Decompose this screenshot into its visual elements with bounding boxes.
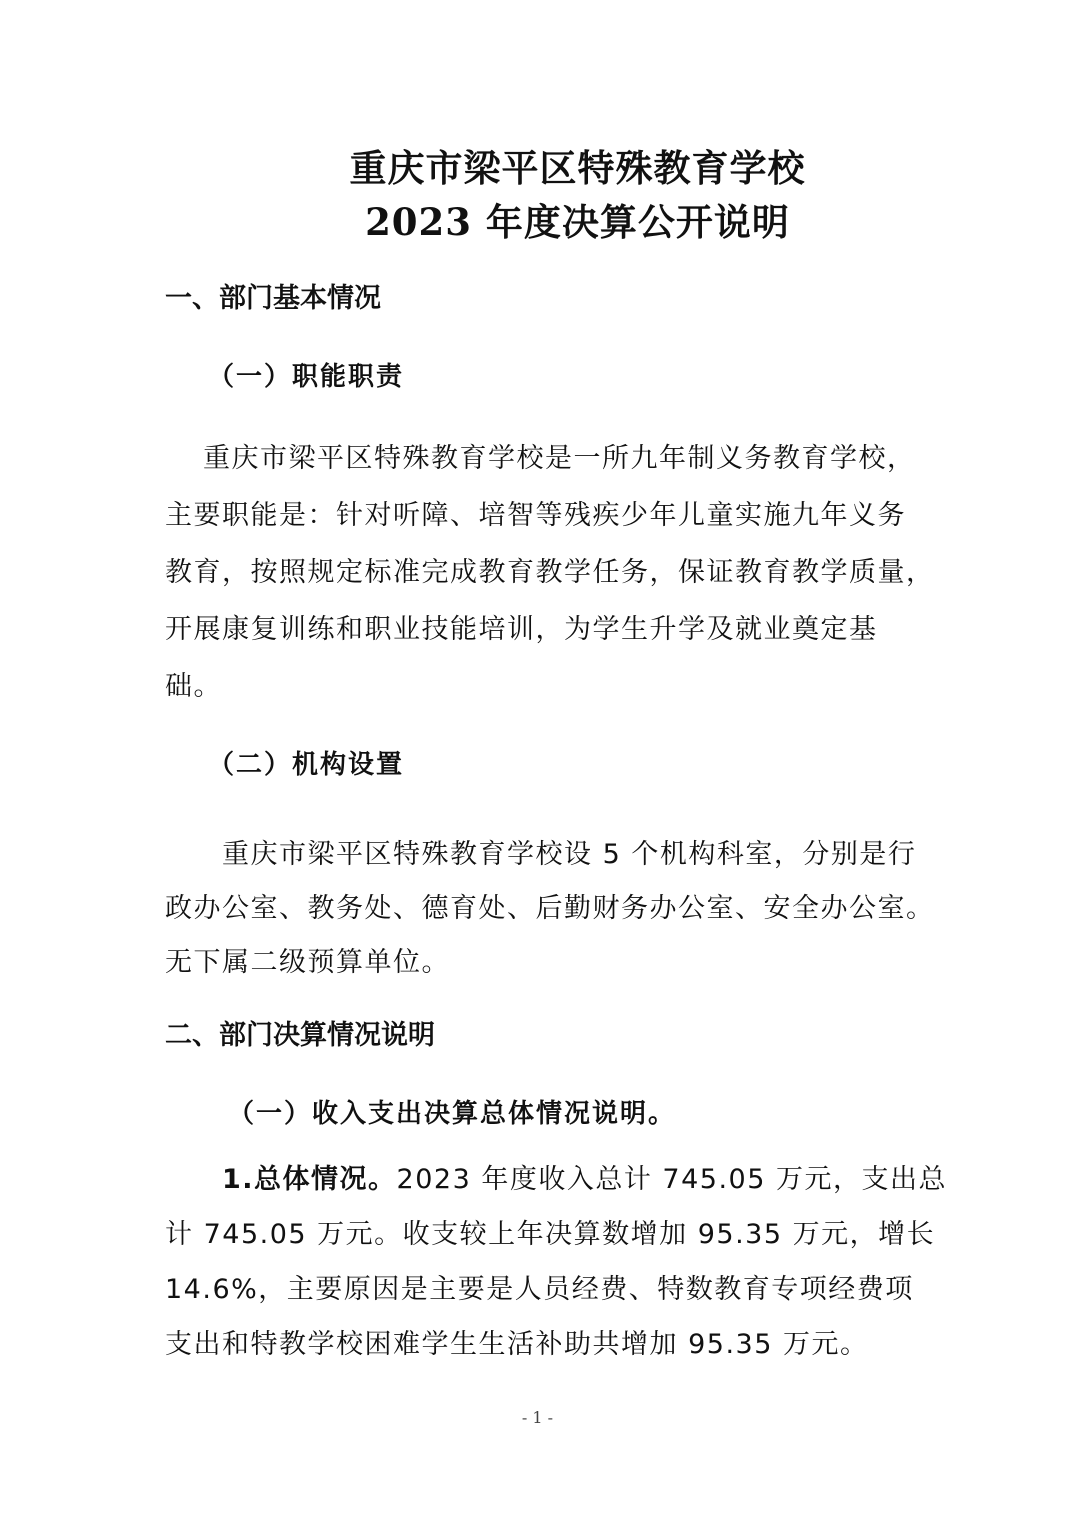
- section2-sub1-heading: （一）收入支出决算总体情况说明。: [228, 1099, 677, 1129]
- paragraph-line: 14.6%，主要原因是主要是人员经费、特数教育专项经费项: [165, 1274, 914, 1305]
- section1-heading: 一、部门基本情况: [165, 283, 381, 314]
- section1-sub2-heading: （二）机构设置: [208, 750, 405, 780]
- lead-label: 1.总体情况。: [222, 1164, 397, 1195]
- document-title-line1: 重庆市梁平区特殊教育学校: [349, 146, 806, 190]
- paragraph-line: 无下属二级预算单位。: [165, 947, 450, 978]
- paragraph-line: 重庆市梁平区特殊教育学校是一所九年制义务教育学校，: [203, 443, 916, 474]
- paragraph-line: 教育，按照规定标准完成教育教学任务，保证教育教学质量，: [165, 557, 935, 588]
- paragraph-text: 2023 年度收入总计 745.05 万元，支出总: [396, 1164, 947, 1195]
- paragraph-line: 重庆市梁平区特殊教育学校设 5 个机构科室，分别是行: [222, 839, 917, 870]
- page-number: - 1 -: [521, 1408, 554, 1427]
- paragraph-line: 开展康复训练和职业技能培训，为学生升学及就业奠定基: [165, 614, 878, 645]
- paragraph-line: 计 745.05 万元。收支较上年决算数增加 95.35 万元，增长: [165, 1219, 936, 1250]
- paragraph-line: 主要职能是：针对听障、培智等残疾少年儿童实施九年义务: [165, 500, 906, 531]
- section1-sub1-heading: （一）职能职责: [208, 362, 405, 392]
- paragraph-line: 础。: [165, 671, 222, 702]
- paragraph-line: 支出和特教学校困难学生生活补助共增加 95.35 万元。: [165, 1329, 869, 1360]
- paragraph-line: [222, 1157, 947, 1196]
- paragraph-line: 政办公室、教务处、德育处、后勤财务办公室、安全办公室。: [165, 893, 935, 924]
- section2-heading: 二、部门决算情况说明: [165, 1020, 435, 1051]
- document-title-line2: 2023 年度决算公开说明: [365, 200, 790, 244]
